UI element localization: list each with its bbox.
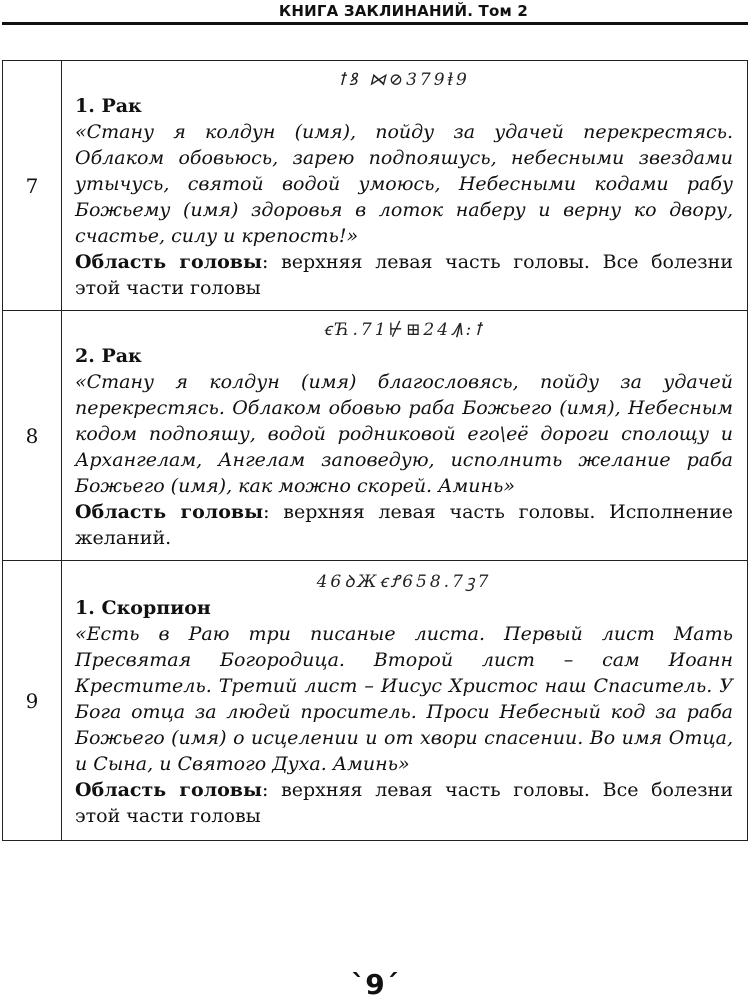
area-label: Область головы <box>75 500 264 523</box>
area-label: Область головы <box>75 250 263 273</box>
area-text: : верхняя левая часть головы. Все болезни этой части головы <box>75 250 733 299</box>
running-header <box>0 0 750 32</box>
spell-cell <box>62 311 748 561</box>
table-row <box>3 561 748 841</box>
row-number: 8 <box>3 311 62 561</box>
spell-text: «Стану я колдун (имя) благословясь, пойду за удачей перекрестясь. Облаком обовью раба Божьего (имя), Небесным кодом подпояшу, водой родниковой его\её дороги сполощу и Архангелам, Ангелам заповедую, исполнить желание раба Божьего (имя), как можно скорей. Аминь» <box>75 370 733 497</box>
spell-cell <box>62 61 748 311</box>
area-description <box>75 249 733 301</box>
sky-code: ꝉꝸ ⋈⊘379ⱡ9 <box>338 69 470 90</box>
row-number: 7 <box>3 61 62 311</box>
area-description <box>75 777 733 829</box>
sky-code: ꞓЋ.71⊬⊞24Ꙟ:ꝉ <box>323 319 485 340</box>
area-text: : верхняя левая часть головы. Исполнение желаний. <box>75 500 734 549</box>
page-number: `9´ <box>351 968 399 1001</box>
spell-title: 2. Рак <box>75 344 142 367</box>
spell-title: 1. Скорпион <box>75 596 211 619</box>
book-title: КНИГА ЗАКЛИНАНИЙ. Том 2 <box>278 2 528 20</box>
spell-text: «Есть в Раю три писаные листа. Первый лист Мать Пресвятая Богородица. Второй лист – сам Иоанн Креститель. Третий лист – Иисус Христос наш Спаситель. У Бога отца за людей проситель. Проси Небесный код за раба Божьего (имя) о исцелении и от хвори спасении. Во имя Отца, и Сына, и Святого Духа. Аминь» <box>75 622 733 775</box>
spells-table <box>2 60 748 841</box>
spell-cell <box>62 561 748 841</box>
header-rule <box>2 22 748 25</box>
table-row <box>3 61 748 311</box>
area-description <box>75 499 733 551</box>
area-label: Область головы <box>75 778 263 801</box>
table-row <box>3 311 748 561</box>
spell-text: «Стану я колдун (имя), пойду за удачей перекрестясь. Облаком обовьюсь, зарею подпояшусь, небесными звездами утычусь, святой водой умоюсь, Небесными кодами рабу Божьему (имя) здоровья в лоток наберу и верну ко двору, счастье, силу и крепость!» <box>75 120 733 247</box>
row-number: 9 <box>3 561 62 841</box>
sky-code: 46ꝺЖꞓꝬ658.7ꝫ7 <box>316 571 492 592</box>
spell-title: 1. Рак <box>75 94 142 117</box>
area-text: : верхняя левая часть головы. Все болезни этой части головы <box>75 778 733 827</box>
